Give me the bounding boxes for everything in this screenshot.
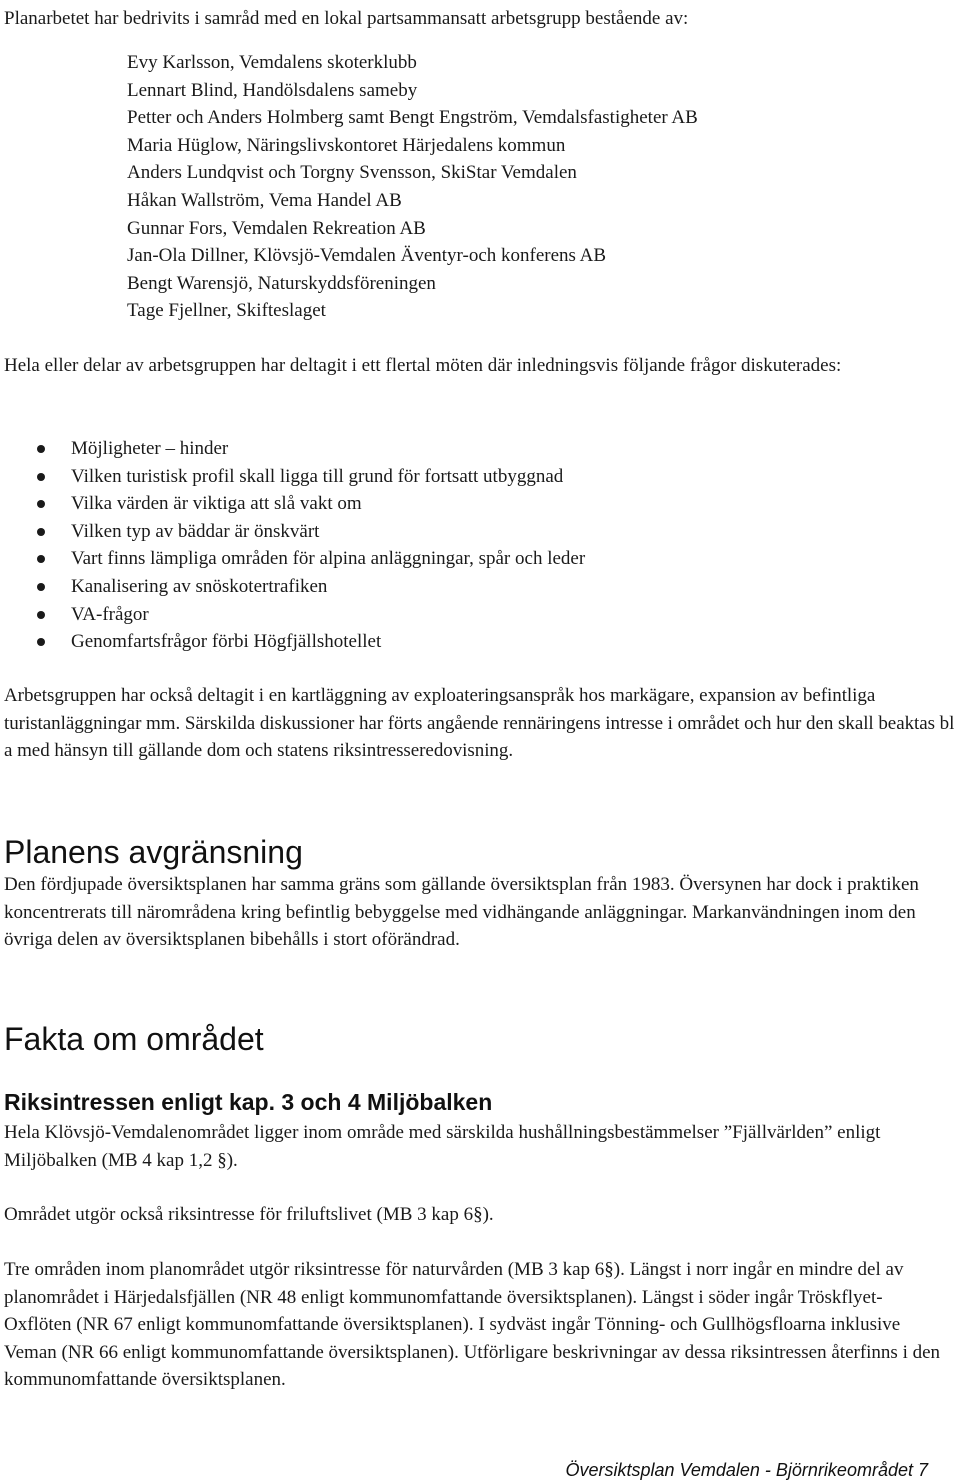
bullet-icon	[37, 583, 45, 591]
member-item: Lennart Blind, Handölsdalens sameby	[127, 79, 418, 101]
bullet-icon	[37, 611, 45, 619]
member-list	[127, 49, 698, 325]
bullet-icon	[37, 638, 45, 646]
bullet-icon	[37, 528, 45, 536]
question-list	[4, 435, 585, 656]
meetings-paragraph: Hela eller delar av arbetsgruppen har deltagit i ett flertal möten där inledningsvis följande frågor diskuterades:	[4, 355, 842, 376]
member-item: Tage Fjellner, Skifteslaget	[127, 300, 326, 322]
question-item	[4, 490, 585, 518]
bullet-icon	[37, 500, 45, 508]
question-item	[4, 601, 585, 629]
member-item: Bengt Warensjö, Naturskyddsföreningen	[127, 272, 436, 294]
intro-paragraph: Planarbetet har bedrivits i samråd med en lokal partsammansatt arbetsgrupp bestående av:	[4, 8, 689, 29]
bullet-icon	[37, 473, 45, 481]
heading-fakta-om-omradet: Fakta om området	[4, 1021, 264, 1057]
riks-paragraph-2: Området utgör också riksintresse för friluftslivet (MB 3 kap 6§).	[4, 1204, 494, 1225]
question-text: Kanalisering av snöskotertrafiken	[71, 575, 328, 597]
planens-paragraph: Den fördjupade översiktsplanen har samma gräns som gällande översiktsplan från 1983. Översynen har dock i praktiken koncentrerats till närområdena kring befintlig bebyggelse med vidhängande anläggningar. Markanvändningen inom den övriga delen av översiktsplanen bibehålls i stort oförändrad.	[4, 874, 919, 950]
question-item	[4, 435, 585, 463]
bullet-icon	[37, 555, 45, 563]
member-item: Maria Hüglow, Näringslivskontoret Härjedalens kommun	[127, 134, 566, 156]
riks-paragraph-1: Hela Klövsjö-Vemdalenområdet ligger inom område med särskilda hushållningsbestämmelser ”Fjällvärlden” enligt Miljöbalken (MB 4 kap 1,2 §).	[4, 1122, 881, 1171]
question-text: VA-frågor	[71, 603, 149, 625]
question-text: Möjligheter – hinder	[71, 438, 229, 459]
heading-planens-avgransning: Planens avgränsning	[4, 834, 303, 870]
question-item	[4, 573, 585, 601]
member-item: Anders Lundqvist och Torgny Svensson, SkiStar Vemdalen	[127, 162, 577, 184]
question-text: Vilka värden är viktiga att slå vakt om	[71, 493, 362, 515]
question-item	[4, 518, 585, 546]
member-item: Håkan Wallström, Vema Handel AB	[127, 189, 402, 211]
question-text: Genomfartsfrågor förbi Högfjällshotellet	[71, 631, 382, 653]
page-footer: Översiktsplan Vemdalen - Björnrikeområdet 7	[565, 1460, 928, 1480]
question-text: Vilken typ av bäddar är önskvärt	[71, 520, 320, 542]
question-text: Vart finns lämpliga områden för alpina anläggningar, spår och leder	[71, 548, 586, 570]
heading-riksintressen: Riksintressen enligt kap. 3 och 4 Miljöbalken	[4, 1089, 493, 1115]
member-item: Petter och Anders Holmberg samt Bengt Engström, Vemdalsfastigheter AB	[127, 107, 698, 129]
member-item: Evy Karlsson, Vemdalens skoterklubb	[127, 52, 417, 73]
member-item: Gunnar Fors, Vemdalen Rekreation AB	[127, 217, 426, 239]
question-item	[4, 463, 585, 491]
riks-paragraph-3: Tre områden inom planområdet utgör riksintresse för naturvården (MB 3 kap 6§). Längst i norr ingår en mindre del av planområdet i Härjedalsfjällen (NR 48 enligt kommunomfattande översiktsplanen). Längst i söder ingår Tröskflyet-Oxflöten (NR 67 enligt kommunomfattande översiktsplanen). I sydväst ingår Tönning- och Gullhögsfloarna inklusive Veman (NR 66 enligt kommunomfattande översiktsplanen). Utförligare beskrivningar av dessa riksintressen återfinns i den kommunomfattande översiktsplanen.	[4, 1259, 941, 1390]
member-item: Jan-Ola Dillner, Klövsjö-Vemdalen Äventyr-och konferens AB	[127, 245, 607, 267]
question-item	[4, 628, 585, 656]
question-item	[4, 545, 585, 573]
bullet-icon	[37, 445, 45, 453]
mapping-paragraph: Arbetsgruppen har också deltagit i en kartläggning av exploateringsanspråk hos markägare, expansion av befintliga turistanläggningar mm. Särskilda diskussioner har förts angående rennäringens intresse i området och hur den skall beaktas bl a med hänsyn till gällande dom och statens riksintresseredovisning.	[4, 685, 955, 761]
question-text: Vilken turistisk profil skall ligga till grund för fortsatt utbyggnad	[71, 465, 564, 487]
